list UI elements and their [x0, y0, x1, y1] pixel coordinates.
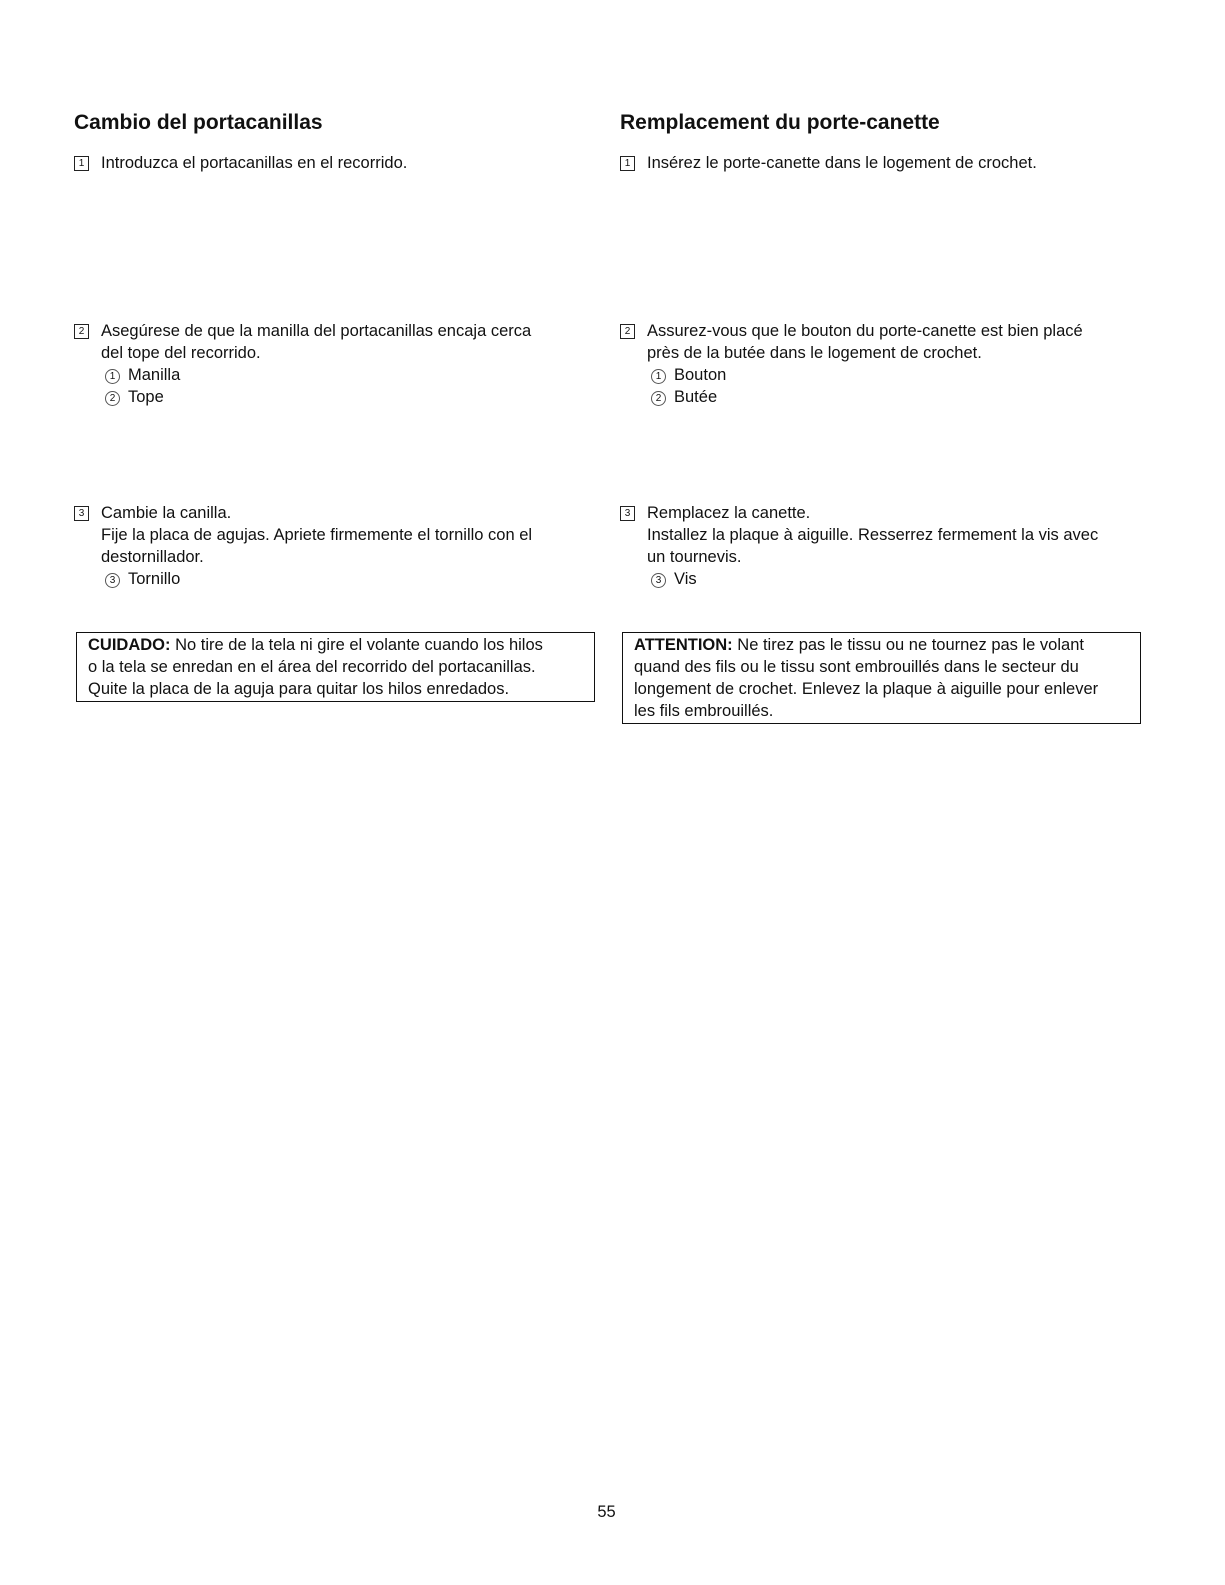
circled-number: 2	[651, 391, 666, 406]
part-label	[101, 568, 594, 590]
part-label	[101, 386, 594, 408]
warning-label: ATTENTION:	[634, 636, 733, 654]
part-label	[101, 364, 594, 386]
circled-number: 2	[105, 391, 120, 406]
warning-text: Ne tirez pas le tissu ou ne tournez pas le volant	[732, 636, 1084, 654]
part-name: Manilla	[128, 366, 181, 384]
section-title: Remplacement du porte-canette	[620, 111, 940, 134]
step-number-box: 1	[74, 156, 89, 171]
step-number-box: 2	[74, 324, 89, 339]
warning-line	[634, 634, 1140, 656]
step-text: près de la butée dans le logement de crochet.	[647, 344, 982, 362]
part-label	[647, 364, 1140, 386]
step-text: Cambie la canilla.	[101, 504, 232, 522]
warning-line: o la tela se enredan en el área del recorrido del portacanillas.	[88, 658, 536, 676]
part-name: Tornillo	[128, 570, 181, 588]
circled-number: 1	[105, 369, 120, 384]
step-text: Assurez-vous que le bouton du porte-canette est bien placé	[647, 322, 1083, 340]
step-text: destornillador.	[101, 548, 204, 566]
warning-box	[76, 632, 595, 702]
step-text: Fije la placa de agujas. Apriete firmemente el tornillo con el	[101, 526, 533, 544]
circled-number: 3	[651, 573, 666, 588]
step-2	[620, 320, 1140, 408]
warning-text: No tire de la tela ni gire el volante cuando los hilos	[170, 636, 543, 654]
step-text: Installez la plaque à aiguille. Resserrez fermement la vis avec	[647, 526, 1099, 544]
step-1	[74, 152, 594, 174]
part-name: Bouton	[674, 366, 727, 384]
warning-line: longement de crochet. Enlevez la plaque à aiguille pour enlever	[634, 680, 1099, 698]
part-name: Butée	[674, 388, 718, 406]
spanish-column	[74, 0, 604, 760]
part-label	[647, 568, 1140, 590]
step-text: un tournevis.	[647, 548, 742, 566]
french-column	[620, 0, 1150, 760]
warning-line: quand des fils ou le tissu sont embrouillés dans le secteur du	[634, 658, 1079, 676]
step-3	[620, 502, 1140, 590]
page-number: 55	[597, 1503, 616, 1521]
step-2	[74, 320, 594, 408]
step-number-box: 3	[74, 506, 89, 521]
step-text: Insérez le porte-canette dans le logement de crochet.	[647, 154, 1037, 172]
circled-number: 3	[105, 573, 120, 588]
warning-line: Quite la placa de la aguja para quitar los hilos enredados.	[88, 680, 510, 698]
warning-line: les fils embrouillés.	[634, 702, 774, 720]
step-text: Introduzca el portacanillas en el recorrido.	[101, 154, 408, 172]
part-name: Vis	[674, 570, 697, 588]
warning-label: CUIDADO:	[88, 636, 171, 654]
step-number-box: 2	[620, 324, 635, 339]
warning-line	[88, 634, 594, 656]
step-text: Asegúrese de que la manilla del portacanillas encaja cerca	[101, 322, 532, 340]
step-number-box: 3	[620, 506, 635, 521]
warning-box	[622, 632, 1141, 724]
part-label	[647, 386, 1140, 408]
part-name: Tope	[128, 388, 164, 406]
step-1	[620, 152, 1140, 174]
step-text: del tope del recorrido.	[101, 344, 261, 362]
step-3	[74, 502, 594, 590]
step-text: Remplacez la canette.	[647, 504, 811, 522]
step-number-box: 1	[620, 156, 635, 171]
section-title: Cambio del portacanillas	[74, 111, 323, 134]
circled-number: 1	[651, 369, 666, 384]
